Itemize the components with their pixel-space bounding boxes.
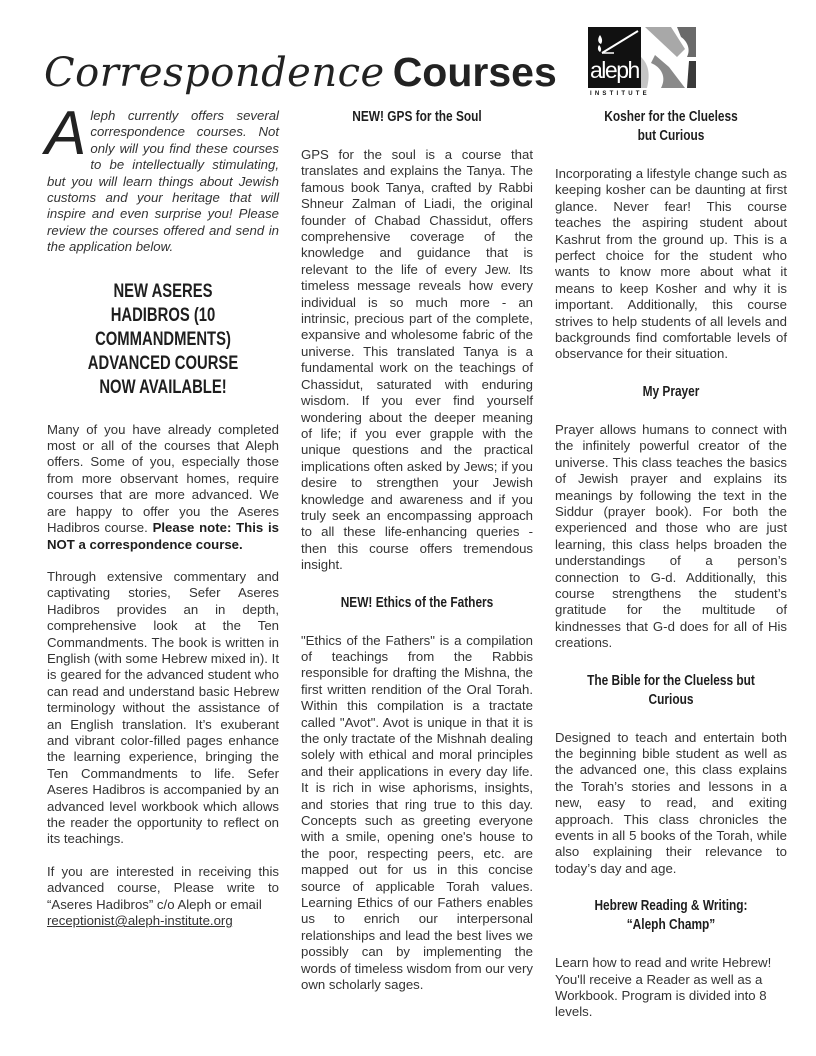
logo-black-panel [588,27,641,88]
aseres-hadibros-heading: NEW ASERES HADIBROS (10 COMMANDMENTS) ADVANCED COURSE NOW AVAILABLE! [87,280,239,398]
aseres-para-1-text: Many of you have already completed most or all of the courses that Aleph offers. Some of you, especially those from more observant homes, require courses that are more advanced. We are happy to offer you the Aseres Hadibros course. [47,421,279,536]
aseres-contact-text: If you are interested in receiving this advanced course, Please write to “Aseres Hadibros” c/o Aleph or email [47,863,279,912]
page-title-bold: Courses [392,49,557,95]
hebrew-reading-heading [576,897,766,935]
column-middle [301,108,533,994]
email-link[interactable]: receptionist@aleph-institute.org [47,913,233,929]
aseres-note-bold: Please note: This is NOT a correspondence course. [47,520,279,552]
ethics-fathers-text: "Ethics of the Fathers" is a compilation of teachings from the Rabbis responsible for drafting the Mishna, the first written rendition of the Oral Torah. Within this compilation is a tractate called "Avot". Avot is unique in that it is the only tractate of the Mishnah dealing solely with ethical and moral principles and their applications in every day life. It is rich in wise aphorisms, insights, and stories that ring true to this day. Concepts such as greeting everyone with a smile, opening one's house to the poor, respecting peers, etc. are mapped out for us in this concise source of applicable Torah values. Learning Ethics of our Fathers enables us to enrich our interpersonal relationships and lead the best lives we possibly can by implementing the words of timeless wisdom from our very own scholarly sages. [301,632,533,993]
ethics-fathers-heading: NEW! Ethics of the Fathers [340,594,494,611]
hebrew-reading-text: Learn how to read and write Hebrew! You'll receive a Reader as well as a Workbook. Program is divided into 8 levels. [555,955,772,1020]
gps-soul-text: GPS for the soul is a course that translates and explains the Tanya. The famous book Tanya, crafted by Rabbi Shneur Zalman of Liadi, the original founder of Chabad Chassidut, offers comprehensive coverage of the knowledge and guidance that is relevant to the life of every Jew. Its timeless message reveals how every individual is so much more - an intrinsic, precious part of the complete, expansive and wholesome fabric of the universe. This translated Tanya is a fundamental work on the teachings of Chassidut, saturated with enduring wisdom. If you ever find yourself wondering about the deeper meaning of life; if you ever grapple with the unique questions and the practical implications often asked by Jews; if you desire to strengthen your Jewish knowledge and awareness and if you truly seek an encompassing approach to all these life-enhancing queries - then this course offers tremendous insight. [301,147,533,573]
logo-wordmark: aleph [590,57,639,83]
column-right [555,108,787,1021]
my-prayer-text: Prayer allows humans to connect with the infinitely powerful creator of the universe. This class teaches the basics of Jewish prayer and explains its meanings by following the text in the Siddur (prayer book). For both the experienced and those who are just learning, this class helps broaden the understandings of a person’s connection to G-d. Additionally, this course strengthens the student’s gratitude for the multitude of kindnesses that G-d does for all of His creations. [555,421,787,651]
aleph-institute-logo [588,27,768,99]
drop-cap: A [45,99,87,168]
hebrew-heading-line2: “Aleph Champ” [626,917,716,934]
intro-text: leph currently offers several correspondence courses. Not only will you find these courses to be intellectually stimulating, but you will learn things about Jewish customs and your heritage that will inspire and even surprise you! Please review the courses offered and send in the application below. [47,108,279,255]
aseres-para-3 [47,864,279,930]
kosher-text: Incorporating a lifestyle change such as keeping kosher can be daunting at first glance. Never fear! This course teaches the aspiring student about Kashrut from the ground up. This is a perfect choice for the student who wants to know more about what it means to keep Kosher and why it is important. Additionally, this course strives to help students of all levels and backgrounds find comfortable levels of observance for their situation. [555,166,787,362]
bible-heading: The Bible for the Clueless but Curious [587,672,755,708]
kosher-heading: Kosher for the Clueless but Curious [604,109,738,144]
my-prayer-heading: My Prayer [642,383,700,400]
aseres-para-2: Through extensive commentary and captivating stories, Sefer Aseres Hadibros provides an in depth, comprehensive look at the Ten Commandments. The book is written in English (with some Hebrew mixed in). It is geared for the advanced student who can read and understand basic Hebrew terminology without the assistance of an English translation. It’s exuberant and vibrant color-filled pages enhance the learning experience, bringing the Ten Commandments to life. Sefer Aseres Hadibros is accompanied by an advanced level workbook which allows the reader the opportunity to reflect on its teachings. [47,568,279,847]
gps-soul-heading: NEW! GPS for the Soul [352,109,482,125]
page-title-script: Correspondence [44,50,385,96]
page-title [44,49,557,96]
column-left [45,99,279,929]
logo-subtitle: INSTITUTE [590,91,650,97]
hebrew-heading-line1: Hebrew Reading & Writing: [594,898,748,915]
aseres-para-1 [47,422,279,553]
bible-text: Designed to teach and entertain both the beginning bible student as well as the advanced one, this class explains the Torah’s stories and lessons in a new, easy to read, and exiting approach. This class chronicles the events in all 5 books of the Torah, while also explaining their relevance to today’s day and age. [555,729,787,876]
intro-paragraph [45,99,279,256]
aleph-letter-icon [641,27,696,88]
candle-flame-icon [588,27,641,61]
